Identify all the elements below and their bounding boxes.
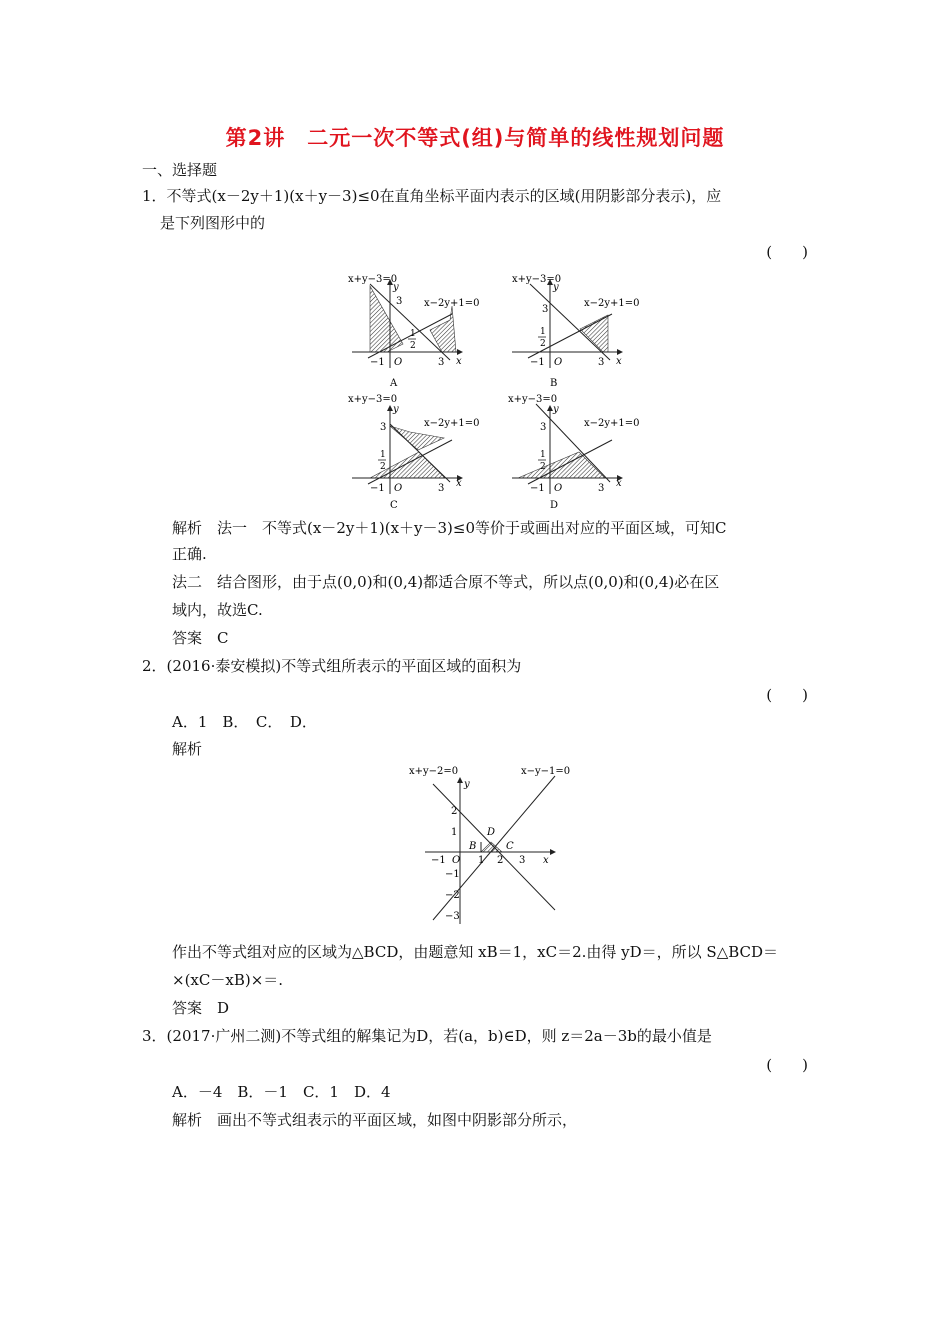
panel-b-y-label: y — [553, 282, 559, 293]
panel-a-x-label: x — [456, 356, 462, 367]
q2-fig-y-label: y — [464, 779, 470, 790]
section-heading: 一、选择题 — [142, 161, 218, 179]
panel-b-line2-label: x−2y+1=0 — [584, 298, 640, 309]
panel-b-origin: O — [554, 357, 563, 368]
panel-c-label: C — [390, 500, 398, 511]
q2-fig-xtick-m1: −1 — [431, 855, 446, 866]
q2-solution-label: 解析 — [172, 740, 203, 758]
q2-stem: 2．(2016·泰安模拟)不等式组所表示的平面区域的面积为 — [142, 657, 522, 675]
q2-fig-xtick-1: 1 — [478, 855, 485, 866]
panel-c-x-label: x — [456, 478, 462, 489]
panel-b-x-label: x — [616, 356, 622, 367]
q1-figure-grid — [340, 268, 640, 516]
q2-fig-origin: O — [452, 855, 461, 866]
q2-options: A．1 B． C． D． — [172, 713, 317, 731]
q2-fig-tick-2: 2 — [451, 806, 458, 817]
q2-solution-line2: ×(xC－xB)×＝. — [172, 971, 284, 989]
panel-c-half-den: 2 — [380, 462, 386, 472]
q2-fig-point-d: D — [487, 827, 496, 838]
q2-fig-point-c: C — [506, 841, 514, 852]
q2-fig-point-b: B — [469, 841, 477, 852]
panel-d-three-y: 3 — [540, 422, 547, 433]
q3-stem: 3．(2017·广州二测)不等式组的解集记为D，若(a，b)∈D，则 z＝2a－3b的最小值是 — [142, 1027, 712, 1045]
q1-answer: 答案 C — [172, 629, 229, 647]
page-title: 第2讲 二元一次不等式(组)与简单的线性规划问题 — [225, 126, 725, 150]
panel-b-three-x: 3 — [598, 357, 605, 368]
panel-a-three-y: 3 — [396, 296, 403, 307]
panel-a-label: A — [390, 378, 398, 389]
q1-panel-d — [508, 394, 640, 511]
q1-stem-line2: 是下列图形中的 — [160, 214, 266, 232]
panel-d-three-x: 3 — [598, 483, 605, 494]
q2-fig-line2-label: x−y−1=0 — [521, 766, 571, 777]
q3-solution: 解析 画出不等式组表示的平面区域，如图中阴影部分所示， — [172, 1111, 578, 1129]
q2-fig-tick-m3: −3 — [445, 911, 460, 922]
panel-c-origin: O — [394, 483, 403, 494]
panel-c-y-label: y — [393, 404, 399, 415]
q2-fig-tick-1: 1 — [451, 827, 458, 838]
panel-c-line1-label: x+y−3=0 — [348, 394, 398, 405]
q3-answer-blank: ( ) — [766, 1056, 808, 1074]
panel-b-half-den: 2 — [540, 339, 546, 349]
panel-d-half-den: 2 — [540, 462, 546, 472]
panel-d-origin: O — [554, 483, 563, 494]
q2-fig-xtick-3: 3 — [519, 855, 526, 866]
panel-a-half-den: 2 — [410, 341, 416, 351]
panel-c-three-x: 3 — [438, 483, 445, 494]
q1-panel-a — [348, 274, 480, 389]
q1-solution-line2: 正确. — [172, 545, 207, 563]
q2-fig-tick-m2: −2 — [445, 890, 460, 901]
panel-b-neg1: −1 — [530, 357, 545, 368]
q2-fig-x-label: x — [543, 855, 549, 866]
panel-a-line1-label: x+y−3=0 — [348, 274, 398, 285]
panel-b-half-num: 1 — [540, 327, 546, 337]
panel-c-half-num: 1 — [380, 450, 386, 460]
q1-solution-line3: 法二 结合图形，由于点(0,0)和(0,4)都适合原不等式，所以点(0,0)和(0,4)必在区 — [172, 573, 720, 591]
panel-c-line2-label: x−2y+1=0 — [424, 418, 480, 429]
panel-d-y-label: y — [553, 404, 559, 415]
q2-fig-line1-label: x+y−2=0 — [409, 766, 459, 777]
panel-c-neg1: −1 — [370, 483, 385, 494]
panel-d-line1-label: x+y−3=0 — [508, 394, 558, 405]
panel-d-neg1: −1 — [530, 483, 545, 494]
q1-panel-c — [348, 394, 480, 511]
panel-a-line2-label: x−2y+1=0 — [424, 298, 480, 309]
q1-solution-line1: 解析 法一 不等式(x－2y＋1)(x＋y－3)≤0等价于或画出对应的平面区域，可知C — [172, 519, 727, 537]
q1-stem-line1: 1．不等式(x－2y＋1)(x＋y－3)≤0在直角坐标平面内表示的区域(用阴影部分表示)，应 — [142, 187, 722, 205]
panel-a-neg1: −1 — [370, 357, 385, 368]
q1-panel-b — [512, 274, 640, 389]
q1-solution-line4: 域内，故选C. — [172, 601, 263, 619]
panel-a-three-x: 3 — [438, 357, 445, 368]
panel-c-three-y: 3 — [380, 422, 387, 433]
panel-b-label: B — [550, 378, 558, 389]
panel-d-label: D — [550, 500, 559, 511]
panel-b-three-y: 3 — [542, 304, 549, 315]
panel-a-y-label: y — [393, 282, 399, 293]
q1-answer-blank: ( ) — [766, 243, 808, 261]
q2-fig-xtick-2: 2 — [497, 855, 504, 866]
panel-a-half-num: 1 — [410, 329, 416, 339]
panel-d-half-num: 1 — [540, 450, 546, 460]
panel-d-x-label: x — [616, 478, 622, 489]
q3-options: A．－4 B．－1 C．1 D．4 — [172, 1083, 391, 1101]
q2-fig-tick-m1: −1 — [445, 869, 460, 880]
q2-figure — [405, 760, 595, 930]
panel-a-origin: O — [394, 357, 403, 368]
panel-b-line1-label: x+y−3=0 — [512, 274, 562, 285]
q2-answer: 答案 D — [172, 999, 230, 1017]
q2-answer-blank: ( ) — [766, 686, 808, 704]
panel-d-line2-label: x−2y+1=0 — [584, 418, 640, 429]
q2-solution-line1: 作出不等式组对应的区域为△BCD，由题意知 xB＝1，xC＝2.由得 yD＝，所以 S△BCD＝ — [172, 943, 779, 961]
